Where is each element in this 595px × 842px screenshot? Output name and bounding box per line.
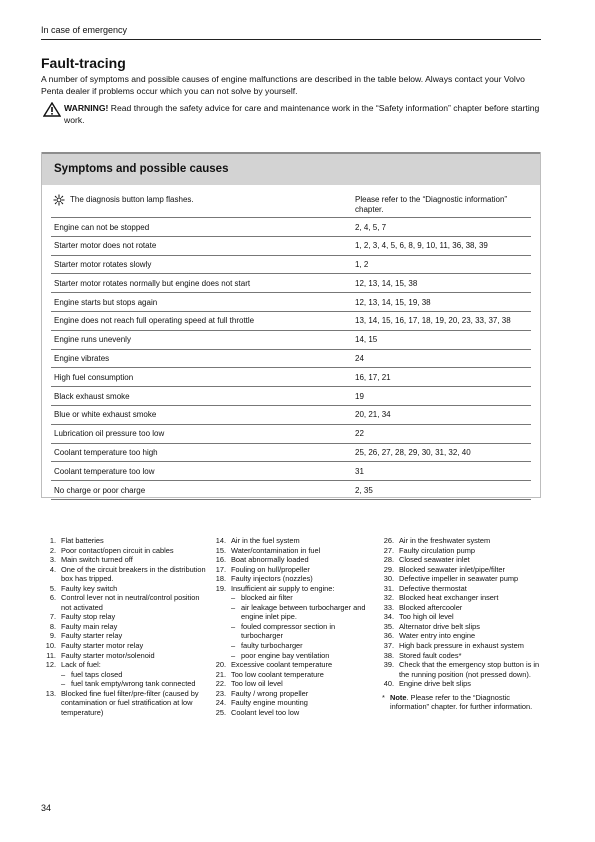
cause-item	[379, 574, 545, 584]
footnote-label: Note	[390, 692, 407, 702]
cause-text: Faulty starter relay	[61, 631, 123, 641]
cause-text: Blocked aftercooler	[399, 602, 463, 612]
cause-text: High back pressure in exhaust system	[399, 641, 524, 651]
cause-text: Too high oil level	[399, 612, 454, 622]
cause-subitem	[211, 651, 378, 661]
warning-text	[64, 102, 541, 126]
cause-number: 29.	[383, 564, 394, 574]
causes-cell: 2, 35	[355, 485, 373, 495]
cause-subitem	[211, 593, 378, 603]
cause-number: 19.	[215, 583, 226, 593]
table-row	[42, 387, 540, 406]
cause-item	[379, 584, 545, 594]
cause-number: 15.	[215, 545, 226, 555]
cause-text: Engine drive belt slips	[399, 679, 471, 689]
cause-item	[379, 612, 545, 622]
cause-number: 14.	[215, 536, 226, 545]
causes-cell: Please refer to the “Diagnostic information” chapter.	[355, 195, 508, 214]
symptom-cell: Engine starts but stops again	[54, 297, 158, 307]
cause-subitem-text: blocked air filter	[241, 593, 293, 603]
cause-text: Air in the freshwater system	[399, 536, 491, 545]
symptoms-header	[42, 152, 540, 185]
table-row	[42, 274, 540, 293]
cause-number: 38.	[383, 650, 394, 660]
table-row	[42, 425, 540, 444]
cause-number: 18.	[215, 574, 226, 584]
cause-subitem-text: fouled compressor section in turbocharger	[241, 621, 336, 641]
cause-item	[379, 679, 545, 689]
causes-cell: 24	[355, 354, 364, 364]
cause-item	[379, 641, 545, 651]
page-number: 34	[41, 803, 52, 813]
cause-item	[211, 660, 378, 670]
cause-text: Flat batteries	[61, 536, 104, 545]
dash-bullet: –	[61, 679, 66, 689]
cause-item	[41, 565, 206, 584]
causes-column-1	[41, 536, 206, 717]
symptom-cell: Starter motor does not rotate	[54, 241, 157, 251]
cause-number: 33.	[383, 602, 394, 612]
cause-text: One of the circuit breakers in the distribution box has tripped.	[61, 564, 206, 584]
table-row-diagnosis	[42, 185, 540, 218]
dash-bullet: –	[231, 641, 236, 651]
cause-number: 11.	[46, 650, 56, 660]
dash-bullet: –	[231, 602, 236, 612]
page-title: Fault-tracing	[41, 55, 126, 71]
cause-subitem-text: poor engine bay ventilation	[241, 650, 330, 660]
cause-text: Too low oil level	[231, 679, 283, 689]
cause-item	[379, 555, 545, 565]
cause-item	[41, 584, 206, 594]
warning-label: WARNING!	[64, 103, 109, 113]
cause-text: Water/contamination in fuel	[231, 545, 321, 555]
cause-number: 1.	[49, 536, 56, 545]
cause-text: Faulty main relay	[61, 621, 118, 631]
symptom-cell: No charge or poor charge	[54, 485, 146, 495]
causes-cell: 14, 15	[355, 335, 378, 345]
cause-number: 9.	[49, 631, 56, 641]
footnote	[379, 693, 545, 712]
symptoms-table-box	[41, 152, 541, 498]
cause-number: 6.	[49, 593, 56, 603]
table-row	[42, 481, 540, 500]
table-row	[42, 218, 540, 237]
table-row	[42, 406, 540, 425]
cause-item	[211, 708, 378, 718]
cause-number: 22.	[215, 679, 226, 689]
cause-text: Faulty starter motor/solenoid	[61, 650, 155, 660]
table-row	[42, 368, 540, 387]
cause-number: 39.	[383, 660, 394, 670]
cause-number: 36.	[383, 631, 394, 641]
cause-item	[41, 660, 206, 670]
cause-item	[379, 603, 545, 613]
cause-number: 23.	[215, 688, 226, 698]
cause-item	[41, 651, 206, 661]
causes-cell: 12, 13, 14, 15, 38	[355, 278, 418, 288]
cause-text: Faulty starter motor relay	[61, 641, 144, 651]
cause-subitem	[211, 622, 378, 641]
cause-item	[379, 536, 545, 546]
cause-item	[211, 679, 378, 689]
cause-number: 37.	[383, 641, 394, 651]
cause-item	[41, 622, 206, 632]
table-row	[42, 350, 540, 369]
cause-text: Defective impeller in seawater pump	[399, 574, 519, 584]
cause-text: Blocked seawater inlet/pipe/filter	[399, 564, 505, 574]
symptom-cell: High fuel consumption	[54, 372, 134, 382]
causes-cell: 31	[355, 466, 364, 476]
cause-item	[41, 536, 206, 546]
cause-subitem-text: fuel taps closed	[71, 669, 123, 679]
causes-cell: 16, 17, 21	[355, 372, 391, 382]
cause-item	[379, 593, 545, 603]
cause-text: Faulty stop relay	[61, 612, 116, 622]
causes-cell: 19	[355, 391, 364, 401]
cause-text: Defective thermostat	[399, 583, 467, 593]
dash-bullet: –	[231, 650, 236, 660]
symptom-cell: Engine runs unevenly	[54, 335, 131, 345]
symptom-cell: Lubrication oil pressure too low	[54, 429, 165, 439]
cause-item	[379, 651, 545, 661]
symptom-cell: Engine can not be stopped	[54, 222, 150, 232]
cause-subitem	[41, 679, 206, 689]
cause-number: 40.	[383, 679, 394, 689]
dash-bullet: –	[61, 669, 66, 679]
cause-subitem	[211, 641, 378, 651]
cause-number: 4.	[49, 564, 56, 574]
causes-cell: 25, 26, 27, 28, 29, 30, 31, 32, 40	[355, 448, 471, 458]
cause-text: Faulty engine mounting	[231, 698, 308, 708]
dash-bullet: –	[231, 621, 236, 631]
cause-number: 31.	[383, 583, 394, 593]
cause-number: 27.	[383, 545, 394, 555]
cause-number: 16.	[215, 555, 226, 565]
cause-number: 12.	[45, 660, 56, 670]
cause-number: 3.	[49, 555, 56, 565]
symptom-cell: Coolant temperature too high	[54, 448, 158, 458]
row-divider	[51, 499, 531, 500]
cause-text: Insufficient air supply to engine:	[231, 583, 335, 593]
cause-text: Stored fault codes*	[399, 650, 462, 660]
cause-number: 24.	[215, 698, 226, 708]
cause-text: Faulty / wrong propeller	[231, 688, 309, 698]
causes-cell: 13, 14, 15, 16, 17, 18, 19, 20, 23, 33, 37, 38	[355, 316, 511, 326]
cause-number: 17.	[215, 564, 226, 574]
cause-text: Boat abnormally loaded	[231, 555, 309, 565]
cause-text: Fouling on hull/propeller	[231, 564, 310, 574]
cause-text: Blocked fine fuel filter/pre-filter (caused by contamination or fuel stratification at low temperature)	[61, 688, 199, 717]
cause-item	[211, 698, 378, 708]
causes-cell: 22	[355, 429, 364, 439]
dash-bullet: –	[231, 593, 236, 603]
cause-text: Air in the fuel system	[231, 536, 300, 545]
symptoms-title: Symptoms and possible causes	[54, 163, 229, 175]
cause-text: Faulty circulation pump	[399, 545, 475, 555]
causes-cell: 1, 2	[355, 260, 369, 270]
cause-item	[211, 574, 378, 584]
table-row	[42, 256, 540, 275]
warning-body: Read through the safety advice for care and maintenance work in the “Safety information” chapter before starting work.	[64, 103, 540, 125]
table-row	[42, 444, 540, 463]
cause-item	[41, 631, 206, 641]
table-row	[42, 293, 540, 312]
cause-number: 34.	[383, 612, 394, 622]
symptoms-table	[42, 185, 540, 500]
cause-text: Water entry into engine	[399, 631, 476, 641]
cause-subitem	[41, 670, 206, 680]
causes-cell: 1, 2, 3, 4, 5, 6, 8, 9, 10, 11, 36, 38, 39	[355, 241, 488, 251]
cause-text: Coolant level too low	[231, 707, 300, 717]
warning-triangle-icon	[43, 102, 61, 117]
cause-item	[211, 584, 378, 594]
cause-item	[379, 546, 545, 556]
cause-text: Poor contact/open circuit in cables	[61, 545, 174, 555]
cause-item	[379, 631, 545, 641]
intro-paragraph: A number of symptoms and possible causes of engine malfunctions are described in the table below. Always contact your Volvo Penta dealer if problems occur which you can not solve by yourself.	[41, 74, 525, 96]
cause-text: Control lever not in neutral/control position not activated	[61, 593, 200, 612]
cause-item	[41, 689, 206, 718]
causes-cell: 2, 4, 5, 7	[355, 222, 387, 232]
cause-subitem-text: air leakage between turbocharger and engine inlet pipe.	[241, 602, 366, 622]
cause-number: 21.	[215, 669, 226, 679]
cause-number: 8.	[49, 621, 56, 631]
cause-number: 20.	[215, 660, 226, 670]
symptom-cell: The diagnosis button lamp flashes.	[70, 195, 194, 204]
symptom-cell: Blue or white exhaust smoke	[54, 410, 157, 420]
cause-number: 13.	[45, 688, 56, 698]
cause-text: Check that the emergency stop button is in the running position (not pressed down).	[399, 660, 540, 679]
cause-text: Faulty key switch	[61, 583, 118, 593]
cause-text: Faulty injectors (nozzles)	[231, 574, 313, 584]
symptom-cell: Coolant temperature too low	[54, 466, 155, 476]
cause-text: Too low coolant temperature	[231, 669, 324, 679]
cause-number: 35.	[383, 621, 394, 631]
cause-text: Excessive coolant temperature	[231, 660, 333, 670]
cause-text: Lack of fuel:	[61, 660, 101, 670]
cause-item	[41, 641, 206, 651]
symptom-cell: Starter motor rotates normally but engine does not start	[54, 278, 251, 288]
cause-item	[41, 593, 206, 612]
cause-item	[379, 565, 545, 575]
symptom-cell: Black exhaust smoke	[54, 391, 130, 401]
cause-text: Closed seawater inlet	[399, 555, 470, 565]
causes-cell: 20, 21, 34	[355, 410, 391, 420]
symptom-cell: Starter motor rotates slowly	[54, 260, 152, 270]
cause-number: 25.	[215, 707, 226, 717]
cause-item	[379, 660, 545, 679]
cause-number: 5.	[49, 583, 56, 593]
cause-item	[211, 565, 378, 575]
cause-text: Alternator drive belt slips	[399, 621, 480, 631]
cause-item	[211, 555, 378, 565]
cause-item	[41, 555, 206, 565]
cause-item	[211, 536, 378, 546]
cause-subitem-text: fuel tank empty/wrong tank connected	[71, 679, 196, 689]
cause-subitem-text: faulty turbocharger	[241, 641, 303, 651]
causes-column-2	[211, 536, 378, 717]
cause-item	[379, 622, 545, 632]
cause-item	[41, 546, 206, 556]
cause-number: 30.	[383, 574, 394, 584]
symptom-cell: Engine does not reach full operating speed at full throttle	[54, 316, 255, 326]
cause-item	[211, 670, 378, 680]
cause-number: 26.	[383, 536, 394, 545]
section-header: In case of emergency	[41, 25, 128, 35]
symptom-cell: Engine vibrates	[54, 354, 110, 364]
cause-number: 7.	[49, 612, 56, 622]
cause-number: 2.	[49, 545, 56, 555]
causes-column-3	[379, 536, 545, 712]
table-row	[42, 312, 540, 331]
table-row	[42, 462, 540, 481]
cause-number: 10.	[45, 641, 56, 651]
cause-item	[211, 689, 378, 699]
cause-number: 32.	[383, 593, 394, 603]
cause-subitem	[211, 603, 378, 622]
cause-item	[41, 612, 206, 622]
footnote-text: . Please refer to the “Diagnostic information” chapter. for further information.	[390, 692, 533, 712]
cause-text: Main switch turned off	[61, 555, 133, 565]
header-rule	[41, 39, 541, 40]
cause-number: 28.	[383, 555, 394, 565]
cause-item	[211, 546, 378, 556]
causes-cell: 12, 13, 14, 15, 19, 38	[355, 297, 431, 307]
cause-text: Blocked heat exchanger insert	[399, 593, 499, 603]
footnote-star: *	[382, 692, 385, 702]
table-row	[42, 237, 540, 256]
table-row	[42, 331, 540, 350]
